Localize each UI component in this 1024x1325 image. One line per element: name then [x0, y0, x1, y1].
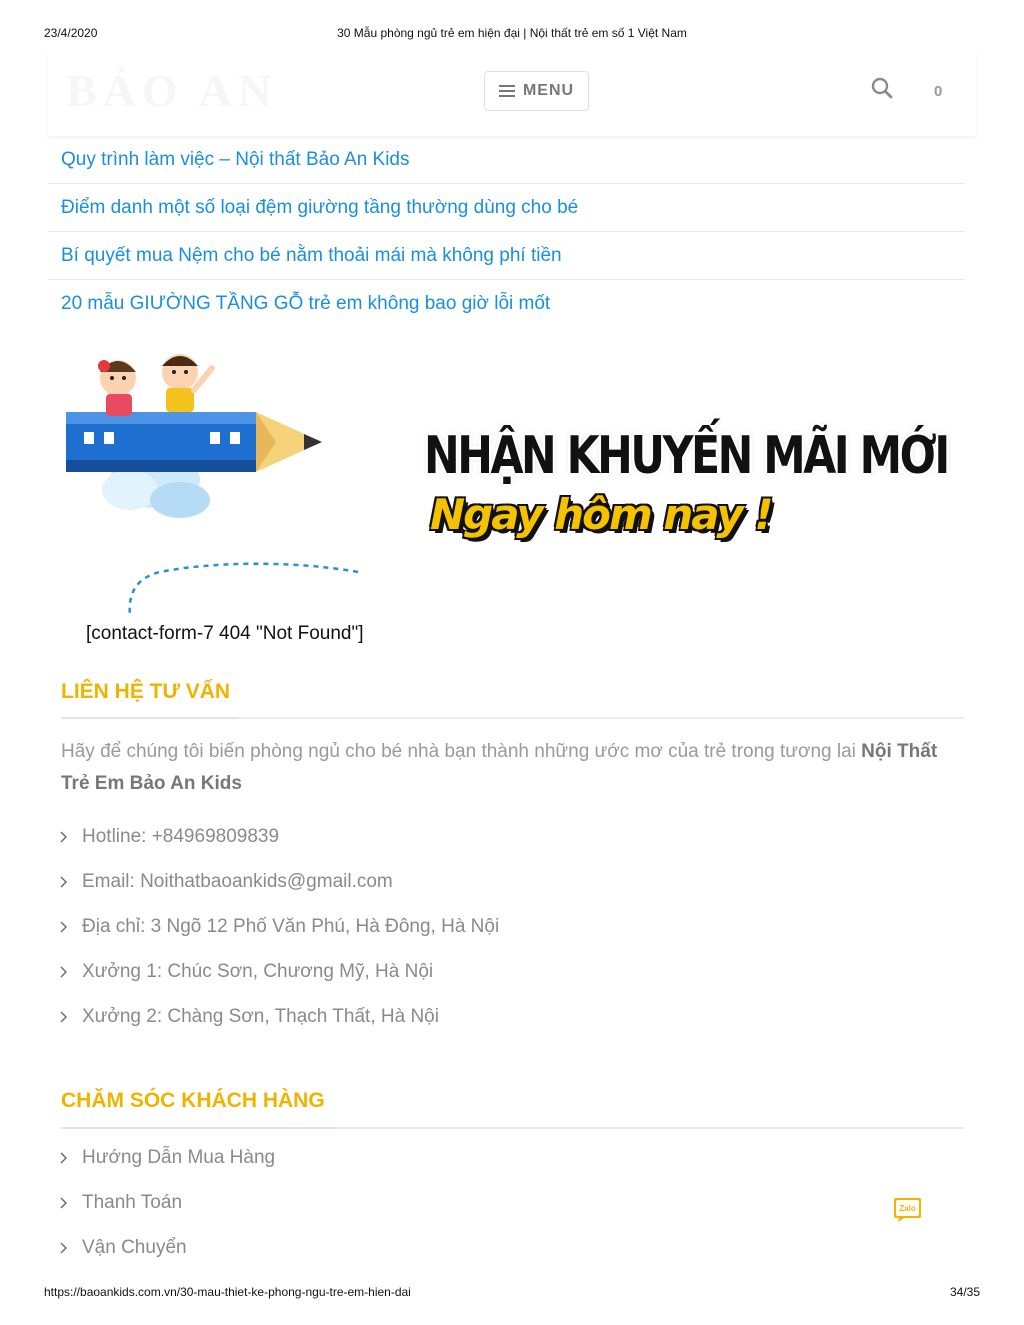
care-link-shipping[interactable] — [60, 1226, 960, 1271]
care-link-label: Thanh Toán — [82, 1192, 183, 1214]
care-link-shopping-guide[interactable] — [60, 1136, 960, 1181]
care-section-title: CHĂM SÓC KHÁCH HÀNG — [61, 1089, 325, 1112]
consult-intro — [61, 736, 951, 800]
care-links-list — [60, 1136, 960, 1270]
contact-info-list — [60, 815, 960, 1039]
menu-button-label: MENU — [522, 82, 575, 99]
consult-intro-text: Hãy để chúng tôi biến phòng ngủ cho bé nhà bạn thành những ước mơ của trẻ trong tương lai — [61, 741, 862, 762]
chevron-right-icon — [60, 831, 80, 843]
zalo-chat-icon[interactable] — [892, 1196, 923, 1223]
promo-headline: NHẬN KHUYẾN MÃI MỚI — [424, 426, 948, 486]
chevron-right-icon — [60, 1152, 80, 1164]
contact-form-error: [contact-form-7 404 "Not Found"] — [86, 623, 364, 644]
post-link[interactable]: Quy trình làm việc – Nội thất Bảo An Kids — [48, 136, 964, 184]
zalo-label: Zalo — [899, 1204, 916, 1213]
care-section-divider — [61, 1127, 964, 1129]
contact-hotline-text: Hotline: +84969809839 — [82, 826, 280, 848]
post-link[interactable]: 20 mẫu GIƯỜNG TẦNG GỖ trẻ em không bao giờ lỗi mốt — [61, 293, 551, 314]
menu-button[interactable] — [484, 71, 589, 111]
contact-address[interactable] — [60, 905, 960, 950]
chevron-right-icon — [60, 1242, 80, 1254]
site-header — [48, 50, 976, 136]
chevron-right-icon — [60, 921, 80, 933]
print-header — [0, 26, 1024, 42]
chevron-right-icon — [60, 966, 80, 978]
contact-address-text: Địa chỉ: 3 Ngõ 12 Phố Văn Phú, Hà Đông, Hà Nội — [82, 915, 500, 937]
print-page-title: 30 Mẫu phòng ngủ trẻ em hiện đại | Nội thất trẻ em số 1 Việt Nam — [337, 26, 687, 40]
chevron-right-icon — [60, 1197, 80, 1209]
contact-email-text: Email: Noithatbaoankids@gmail.com — [82, 871, 393, 893]
cart-count[interactable]: 0 — [934, 83, 943, 100]
related-posts-list — [48, 136, 964, 328]
print-url: https://baoankids.com.vn/30-mau-thiet-ke-phong-ngu-tre-em-hien-dai — [44, 1285, 411, 1299]
chevron-right-icon — [60, 876, 80, 888]
contact-workshop-1[interactable] — [60, 949, 960, 994]
care-link-label: Hướng Dẫn Mua Hàng — [82, 1147, 276, 1169]
print-page-number: 34/35 — [949, 1285, 980, 1299]
post-link[interactable]: Điểm danh một số loại đệm giường tầng thường dùng cho bé — [48, 184, 964, 232]
contact-workshop-2-text: Xưởng 2: Chàng Sơn, Thạch Thất, Hà Nội — [82, 1005, 439, 1027]
print-date: 23/4/2020 — [44, 26, 98, 40]
contact-hotline[interactable] — [60, 815, 960, 860]
search-icon[interactable] — [870, 76, 894, 100]
site-logo[interactable]: BẢO AN — [66, 65, 278, 116]
promo-text — [424, 426, 1024, 539]
consult-intro-brand: Nội Thất Trẻ Em Bảo An Kids — [61, 741, 938, 794]
contact-workshop-2[interactable] — [60, 994, 960, 1039]
contact-workshop-1-text: Xưởng 1: Chúc Sơn, Chương Mỹ, Hà Nội — [82, 960, 434, 982]
promo-banner — [60, 350, 960, 620]
contact-email[interactable] — [60, 860, 960, 905]
post-link[interactable]: Bí quyết mua Nệm cho bé nằm thoải mái mà không phí tiền — [48, 232, 964, 280]
care-link-label: Vận Chuyển — [82, 1236, 187, 1258]
consult-section-divider — [61, 717, 964, 719]
hamburger-icon — [499, 85, 515, 97]
kids-on-pencil-illustration — [60, 350, 360, 620]
promo-subline: Ngay hôm nay ! — [430, 490, 772, 539]
care-link-payment[interactable] — [60, 1181, 960, 1226]
consult-section-title: LIÊN HỆ TƯ VẤN — [61, 680, 231, 703]
chevron-right-icon — [60, 1011, 80, 1023]
